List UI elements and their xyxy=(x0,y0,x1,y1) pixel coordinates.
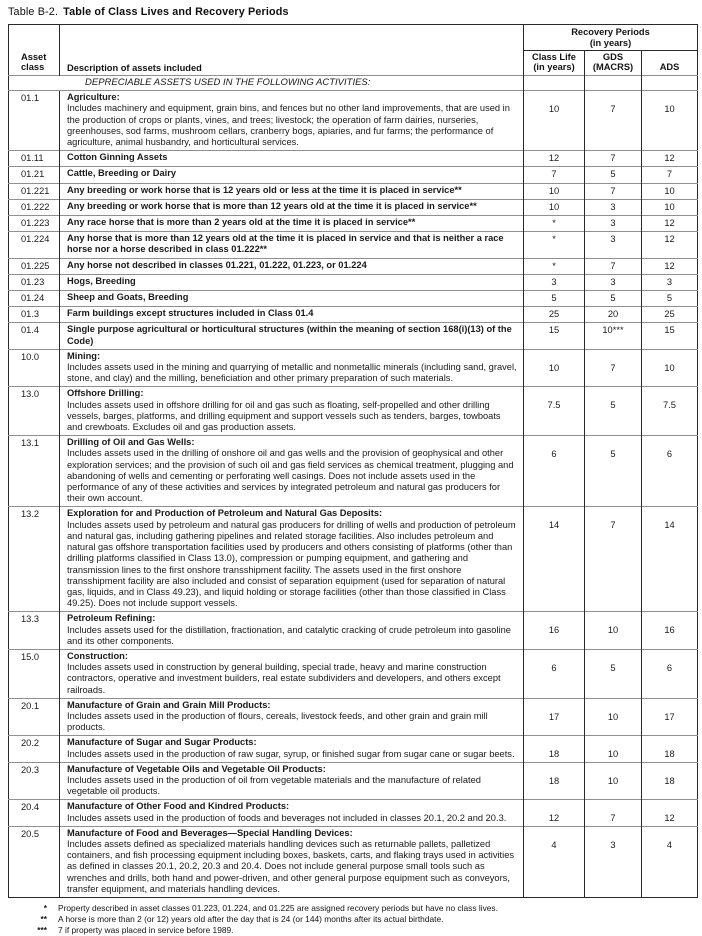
description-title: Petroleum Refining: xyxy=(67,613,156,624)
description-title: Mining: xyxy=(67,350,101,361)
description-title: Manufacture of Grain and Grain Mill Products: xyxy=(67,699,271,710)
gds-cell: 3 xyxy=(585,826,642,897)
description-cell xyxy=(60,349,524,387)
asset-class-cell: 20.5 xyxy=(9,826,60,897)
ads-cell: 16 xyxy=(642,612,698,650)
description-title: Manufacture of Vegetable Oils and Vegetable Oil Products: xyxy=(67,763,326,774)
gds-cell: 7 xyxy=(585,151,642,167)
asset-class-cell: 01.222 xyxy=(9,199,60,215)
class-life-cell: 16 xyxy=(524,612,585,650)
description-cell xyxy=(60,258,524,274)
asset-class-header-line1: Asset xyxy=(21,51,47,62)
ads-cell: 6 xyxy=(642,649,698,698)
description-title: Any breeding or work horse that is more than 12 years old at the time it is placed in service** xyxy=(67,200,477,211)
description-cell xyxy=(60,216,524,232)
class-life-cell: 10 xyxy=(524,199,585,215)
header-row-top xyxy=(9,25,698,51)
gds-cell: 5 xyxy=(585,167,642,183)
description-cell xyxy=(60,387,524,436)
table-title-prefix: Table B-2. xyxy=(8,6,59,18)
gds-cell: 7 xyxy=(585,800,642,826)
table-row xyxy=(9,349,698,387)
recovery-periods-label: Recovery Periods xyxy=(571,27,650,37)
class-life-cell: 18 xyxy=(524,762,585,800)
description-cell xyxy=(60,183,524,199)
table-header xyxy=(9,25,698,76)
gds-cell: 7 xyxy=(585,91,642,151)
description-cell xyxy=(60,307,524,323)
ads-cell: 12 xyxy=(642,232,698,258)
gds-cell: 7 xyxy=(585,507,642,612)
class-life-cell: 17 xyxy=(524,698,585,736)
asset-class-cell: 01.223 xyxy=(9,216,60,232)
table-title-text: Table of Class Lives and Recovery Periods xyxy=(63,6,289,18)
empty-class-life-cell xyxy=(524,76,585,91)
ads-cell: 7 xyxy=(642,167,698,183)
description-cell xyxy=(60,274,524,290)
empty-ads-cell xyxy=(642,76,698,91)
asset-class-cell: 13.0 xyxy=(9,387,60,436)
table-row xyxy=(9,232,698,258)
description-title: Any horse not described in classes 01.221, 01.222, 01.223, or 01.224 xyxy=(67,259,367,270)
table-row xyxy=(9,307,698,323)
class-life-cell: 12 xyxy=(524,151,585,167)
ads-cell: 12 xyxy=(642,258,698,274)
table-row xyxy=(9,151,698,167)
gds-cell: 10 xyxy=(585,762,642,800)
table-row xyxy=(9,258,698,274)
footnote-text: 7 if property was placed in service before 1989. xyxy=(58,924,234,935)
section-heading: DEPRECIABLE ASSETS USED IN THE FOLLOWING ACTIVITIES: xyxy=(9,76,524,91)
ads-cell: 10 xyxy=(642,349,698,387)
description-body: Includes assets used in construction by general building, special trade, heavy and marine construction contractors, operative and investment builders, real estate subdividers and developers, and others except railroads. xyxy=(67,662,501,695)
ads-cell: 3 xyxy=(642,274,698,290)
table-row xyxy=(9,274,698,290)
ads-cell: 12 xyxy=(642,216,698,232)
footnote-marker: ** xyxy=(40,913,47,924)
description-body: Includes machinery and equipment, grain bins, and fences but no other land improvements, that are used in the production of crops or plants, vines, and trees; livestock; the operation of farm dairies, nurseries, greenhouses, sod farms, mushroom cellars, cranberry bogs, apiaries, and fur farms; the performance of agriculture, animal husbandry, and horticultural services. xyxy=(67,103,510,147)
description-title: Manufacture of Food and Beverages—Special Handling Devices: xyxy=(67,827,353,838)
gds-cell: 3 xyxy=(585,274,642,290)
table-title xyxy=(8,6,696,18)
footnote-marker: * xyxy=(43,902,47,913)
table-body xyxy=(9,76,698,898)
gds-cell: 7 xyxy=(585,183,642,199)
class-life-cell: 4 xyxy=(524,826,585,897)
gds-cell: 10 xyxy=(585,736,642,762)
description-cell xyxy=(60,800,524,826)
description-cell xyxy=(60,151,524,167)
description-cell xyxy=(60,698,524,736)
table-row xyxy=(9,323,698,349)
footnote xyxy=(8,925,696,936)
asset-class-cell: 01.1 xyxy=(9,91,60,151)
asset-class-cell: 13.2 xyxy=(9,507,60,612)
table-row xyxy=(9,800,698,826)
gds-cell: 20 xyxy=(585,307,642,323)
gds-cell: 10 xyxy=(585,612,642,650)
gds-cell: 5 xyxy=(585,649,642,698)
class-life-cell: 5 xyxy=(524,291,585,307)
table-row xyxy=(9,167,698,183)
gds-cell: 10 xyxy=(585,698,642,736)
gds-cell: 3 xyxy=(585,199,642,215)
table-row xyxy=(9,612,698,650)
ads-cell: 10 xyxy=(642,199,698,215)
description-title: Hogs, Breeding xyxy=(67,275,136,286)
footnote xyxy=(8,914,696,925)
description-title: Any race horse that is more than 2 years old at the time it is placed in service** xyxy=(67,217,416,228)
description-body: Includes assets used in the production of raw sugar, syrup, or finished sugar from sugar cane or sugar beets. xyxy=(67,748,515,759)
description-title: Cattle, Breeding or Dairy xyxy=(67,168,177,179)
ads-cell: 10 xyxy=(642,91,698,151)
description-body: Includes assets used in offshore drilling for oil and gas such as floating, self-propelled and other drilling vessels, barges, platforms, and drilling equipment and support vessels such as tenders, barges, towboats and crewboats. Excludes oil and gas production assets. xyxy=(67,399,501,433)
recovery-periods-units: (in years) xyxy=(589,37,632,48)
asset-class-cell: 01.4 xyxy=(9,323,60,349)
class-life-cell: 12 xyxy=(524,800,585,826)
ads-cell: 12 xyxy=(642,800,698,826)
ads-cell: 25 xyxy=(642,307,698,323)
class-life-cell: 10 xyxy=(524,91,585,151)
footnote-text: A horse is more than 2 (or 12) years old after the day that is 24 (or 144) months after its actual birthdate. xyxy=(58,913,444,924)
asset-class-cell: 01.21 xyxy=(9,167,60,183)
class-life-cell: 6 xyxy=(524,649,585,698)
description-title: Farm buildings except structures included in Class 01.4 xyxy=(67,308,314,319)
table-row xyxy=(9,387,698,436)
gds-cell: 10*** xyxy=(585,323,642,349)
col-header-ads: ADS xyxy=(642,50,698,76)
description-cell xyxy=(60,323,524,349)
table-row xyxy=(9,216,698,232)
asset-class-cell: 01.221 xyxy=(9,183,60,199)
asset-class-cell: 20.3 xyxy=(9,762,60,800)
gds-cell: 7 xyxy=(585,349,642,387)
asset-class-cell: 01.24 xyxy=(9,291,60,307)
table-row xyxy=(9,436,698,507)
asset-class-cell: 20.2 xyxy=(9,736,60,762)
footnote-marker: *** xyxy=(37,924,47,935)
description-cell xyxy=(60,612,524,650)
class-life-cell: 3 xyxy=(524,274,585,290)
footnotes xyxy=(8,903,696,936)
col-header-class-life xyxy=(524,50,585,76)
description-title: Sheep and Goats, Breeding xyxy=(67,292,189,303)
description-cell xyxy=(60,436,524,507)
class-life-label: Class Life xyxy=(532,51,576,62)
asset-class-cell: 01.225 xyxy=(9,258,60,274)
description-title: Any horse that is more than 12 years old at the time it is placed in service and that is neither a race horse nor a horse described in class 01.222** xyxy=(67,233,504,255)
asset-class-cell: 10.0 xyxy=(9,349,60,387)
description-body: Includes assets used in the production of flours, cereals, livestock feeds, and other grain and grain mill products. xyxy=(67,710,488,733)
footnote-text: Property described in asset classes 01.223, 01.224, and 01.225 are assigned recovery periods but have no class lives. xyxy=(58,902,498,913)
description-body: Includes assets used in the drilling of onshore oil and gas wells and the provision of geophysical and other exploration services; and the provision of such oil and gas field services as chemical treatment, plugging and abandoning of wells and cementing or perforating well casings. Does not include assets used in the performance of any of these activities and services by integrated petroleum and natural gas producers for their own account. xyxy=(67,448,514,504)
description-body: Includes assets used in the mining and quarrying of metallic and nonmetallic minerals (including sand, gravel, stone, and clay) and the milling, beneficiation and other primary preparation of such materials. xyxy=(67,362,517,384)
class-life-cell: 7 xyxy=(524,167,585,183)
table-row xyxy=(9,507,698,612)
class-life-cell: 10 xyxy=(524,183,585,199)
gds-macrs-label: (MACRS) xyxy=(592,62,634,73)
class-life-cell: 25 xyxy=(524,307,585,323)
asset-class-cell: 13.1 xyxy=(9,436,60,507)
asset-class-cell: 20.1 xyxy=(9,698,60,736)
description-cell xyxy=(60,736,524,762)
col-header-gds xyxy=(585,50,642,76)
gds-cell: 5 xyxy=(585,387,642,436)
table-row xyxy=(9,183,698,199)
ads-cell: 12 xyxy=(642,151,698,167)
asset-class-cell: 01.11 xyxy=(9,151,60,167)
asset-class-cell: 01.3 xyxy=(9,307,60,323)
description-body: Includes assets used in the production of foods and beverages not included in classes 20.1, 20.2 and 20.3. xyxy=(67,812,507,823)
gds-cell: 5 xyxy=(585,436,642,507)
gds-label: GDS xyxy=(602,51,624,62)
ads-cell: 15 xyxy=(642,323,698,349)
description-title: Offshore Drilling: xyxy=(67,388,144,399)
description-title: Exploration for and Production of Petroleum and Natural Gas Deposits: xyxy=(67,508,383,519)
ads-cell: 5 xyxy=(642,291,698,307)
description-title: Cotton Ginning Assets xyxy=(67,152,168,163)
ads-cell: 7.5 xyxy=(642,387,698,436)
class-life-cell: * xyxy=(524,216,585,232)
class-life-cell: 7.5 xyxy=(524,387,585,436)
gds-cell: 5 xyxy=(585,291,642,307)
description-cell xyxy=(60,232,524,258)
description-title: Drilling of Oil and Gas Wells: xyxy=(67,437,195,448)
ads-cell: 4 xyxy=(642,826,698,897)
description-cell xyxy=(60,762,524,800)
table-row xyxy=(9,826,698,897)
class-life-units: (in years) xyxy=(533,62,575,73)
class-life-cell: 14 xyxy=(524,507,585,612)
col-header-recovery-periods xyxy=(524,25,698,51)
table-row xyxy=(9,291,698,307)
class-life-cell: 15 xyxy=(524,323,585,349)
description-cell xyxy=(60,167,524,183)
ads-cell: 18 xyxy=(642,762,698,800)
description-body: Includes assets used by petroleum and natural gas producers for drilling of wells and production of petroleum and natural gas, including gathering pipelines and related storage facilities. Also includes petroleum and natural gas offshore transportation facilities used by producers and others consisting of platforms (other than drilling platforms classified in Class 13.0), compression or pumping equipment, and gathering and transmission lines to the first onshore transshipment facility. The assets used in the first onshore transshipment facility are also included and consist of separation equipment (used for separation of natural gas, liquids, and in Class 49.23), and liquid holding or storage facilities (other than those classified in Class 49.25). Does not include support vessels. xyxy=(67,519,516,609)
gds-cell: 3 xyxy=(585,232,642,258)
class-life-cell: * xyxy=(524,258,585,274)
description-cell xyxy=(60,91,524,151)
description-title: Construction: xyxy=(67,650,128,661)
description-body: Includes assets defined as specialized materials handling devices such as returnable pallets, palletized containers, and fish processing equipment including boxes, baskets, carts, and flaking trays used in activities as defined in classes 20.1, 20.2, 20.3 and 20.4. Does not include general purpose small tools such as wrenches and drills, both hand and power-driven, and other general purpose equipment such as conveyors, transfer equipment, and materials handling devices. xyxy=(67,838,515,894)
ads-cell: 10 xyxy=(642,183,698,199)
description-title: Agriculture: xyxy=(67,92,120,103)
description-cell xyxy=(60,199,524,215)
asset-class-cell: 15.0 xyxy=(9,649,60,698)
description-title: Manufacture of Sugar and Sugar Products: xyxy=(67,737,257,748)
class-life-cell: 18 xyxy=(524,736,585,762)
description-body: Includes assets used for the distillation, fractionation, and catalytic cracking of crude petroleum into gasoline and its other components. xyxy=(67,624,511,646)
empty-gds-cell xyxy=(585,76,642,91)
section-heading-row xyxy=(9,76,698,91)
gds-cell: 7 xyxy=(585,258,642,274)
ads-cell: 14 xyxy=(642,507,698,612)
col-header-asset-class xyxy=(9,25,60,76)
description-title: Manufacture of Other Food and Kindred Products: xyxy=(67,801,290,812)
table-row xyxy=(9,762,698,800)
gds-cell: 3 xyxy=(585,216,642,232)
ads-cell: 17 xyxy=(642,698,698,736)
asset-class-cell: 01.224 xyxy=(9,232,60,258)
description-body: Includes assets used in the production of oil from vegetable materials and the manufacture of related vegetable oil products. xyxy=(67,774,481,797)
ads-cell: 6 xyxy=(642,436,698,507)
asset-class-header-line2: class xyxy=(21,62,45,73)
description-cell xyxy=(60,826,524,897)
table-row xyxy=(9,649,698,698)
class-life-cell: 10 xyxy=(524,349,585,387)
table-row xyxy=(9,698,698,736)
table-row xyxy=(9,199,698,215)
asset-class-cell: 13.3 xyxy=(9,612,60,650)
description-cell xyxy=(60,507,524,612)
class-lives-table xyxy=(8,24,698,898)
description-cell xyxy=(60,291,524,307)
asset-class-cell: 20.4 xyxy=(9,800,60,826)
col-header-description: Description of assets included xyxy=(60,25,524,76)
class-life-cell: 6 xyxy=(524,436,585,507)
description-title: Single purpose agricultural or horticultural structures (within the meaning of section 168(i)(13) of the Code) xyxy=(67,324,512,346)
class-life-cell: * xyxy=(524,232,585,258)
ads-cell: 18 xyxy=(642,736,698,762)
table-row xyxy=(9,91,698,151)
footnote xyxy=(8,903,696,914)
table-row xyxy=(9,736,698,762)
description-cell xyxy=(60,649,524,698)
asset-class-cell: 01.23 xyxy=(9,274,60,290)
description-title: Any breeding or work horse that is 12 years old or less at the time it is placed in service** xyxy=(67,184,462,195)
